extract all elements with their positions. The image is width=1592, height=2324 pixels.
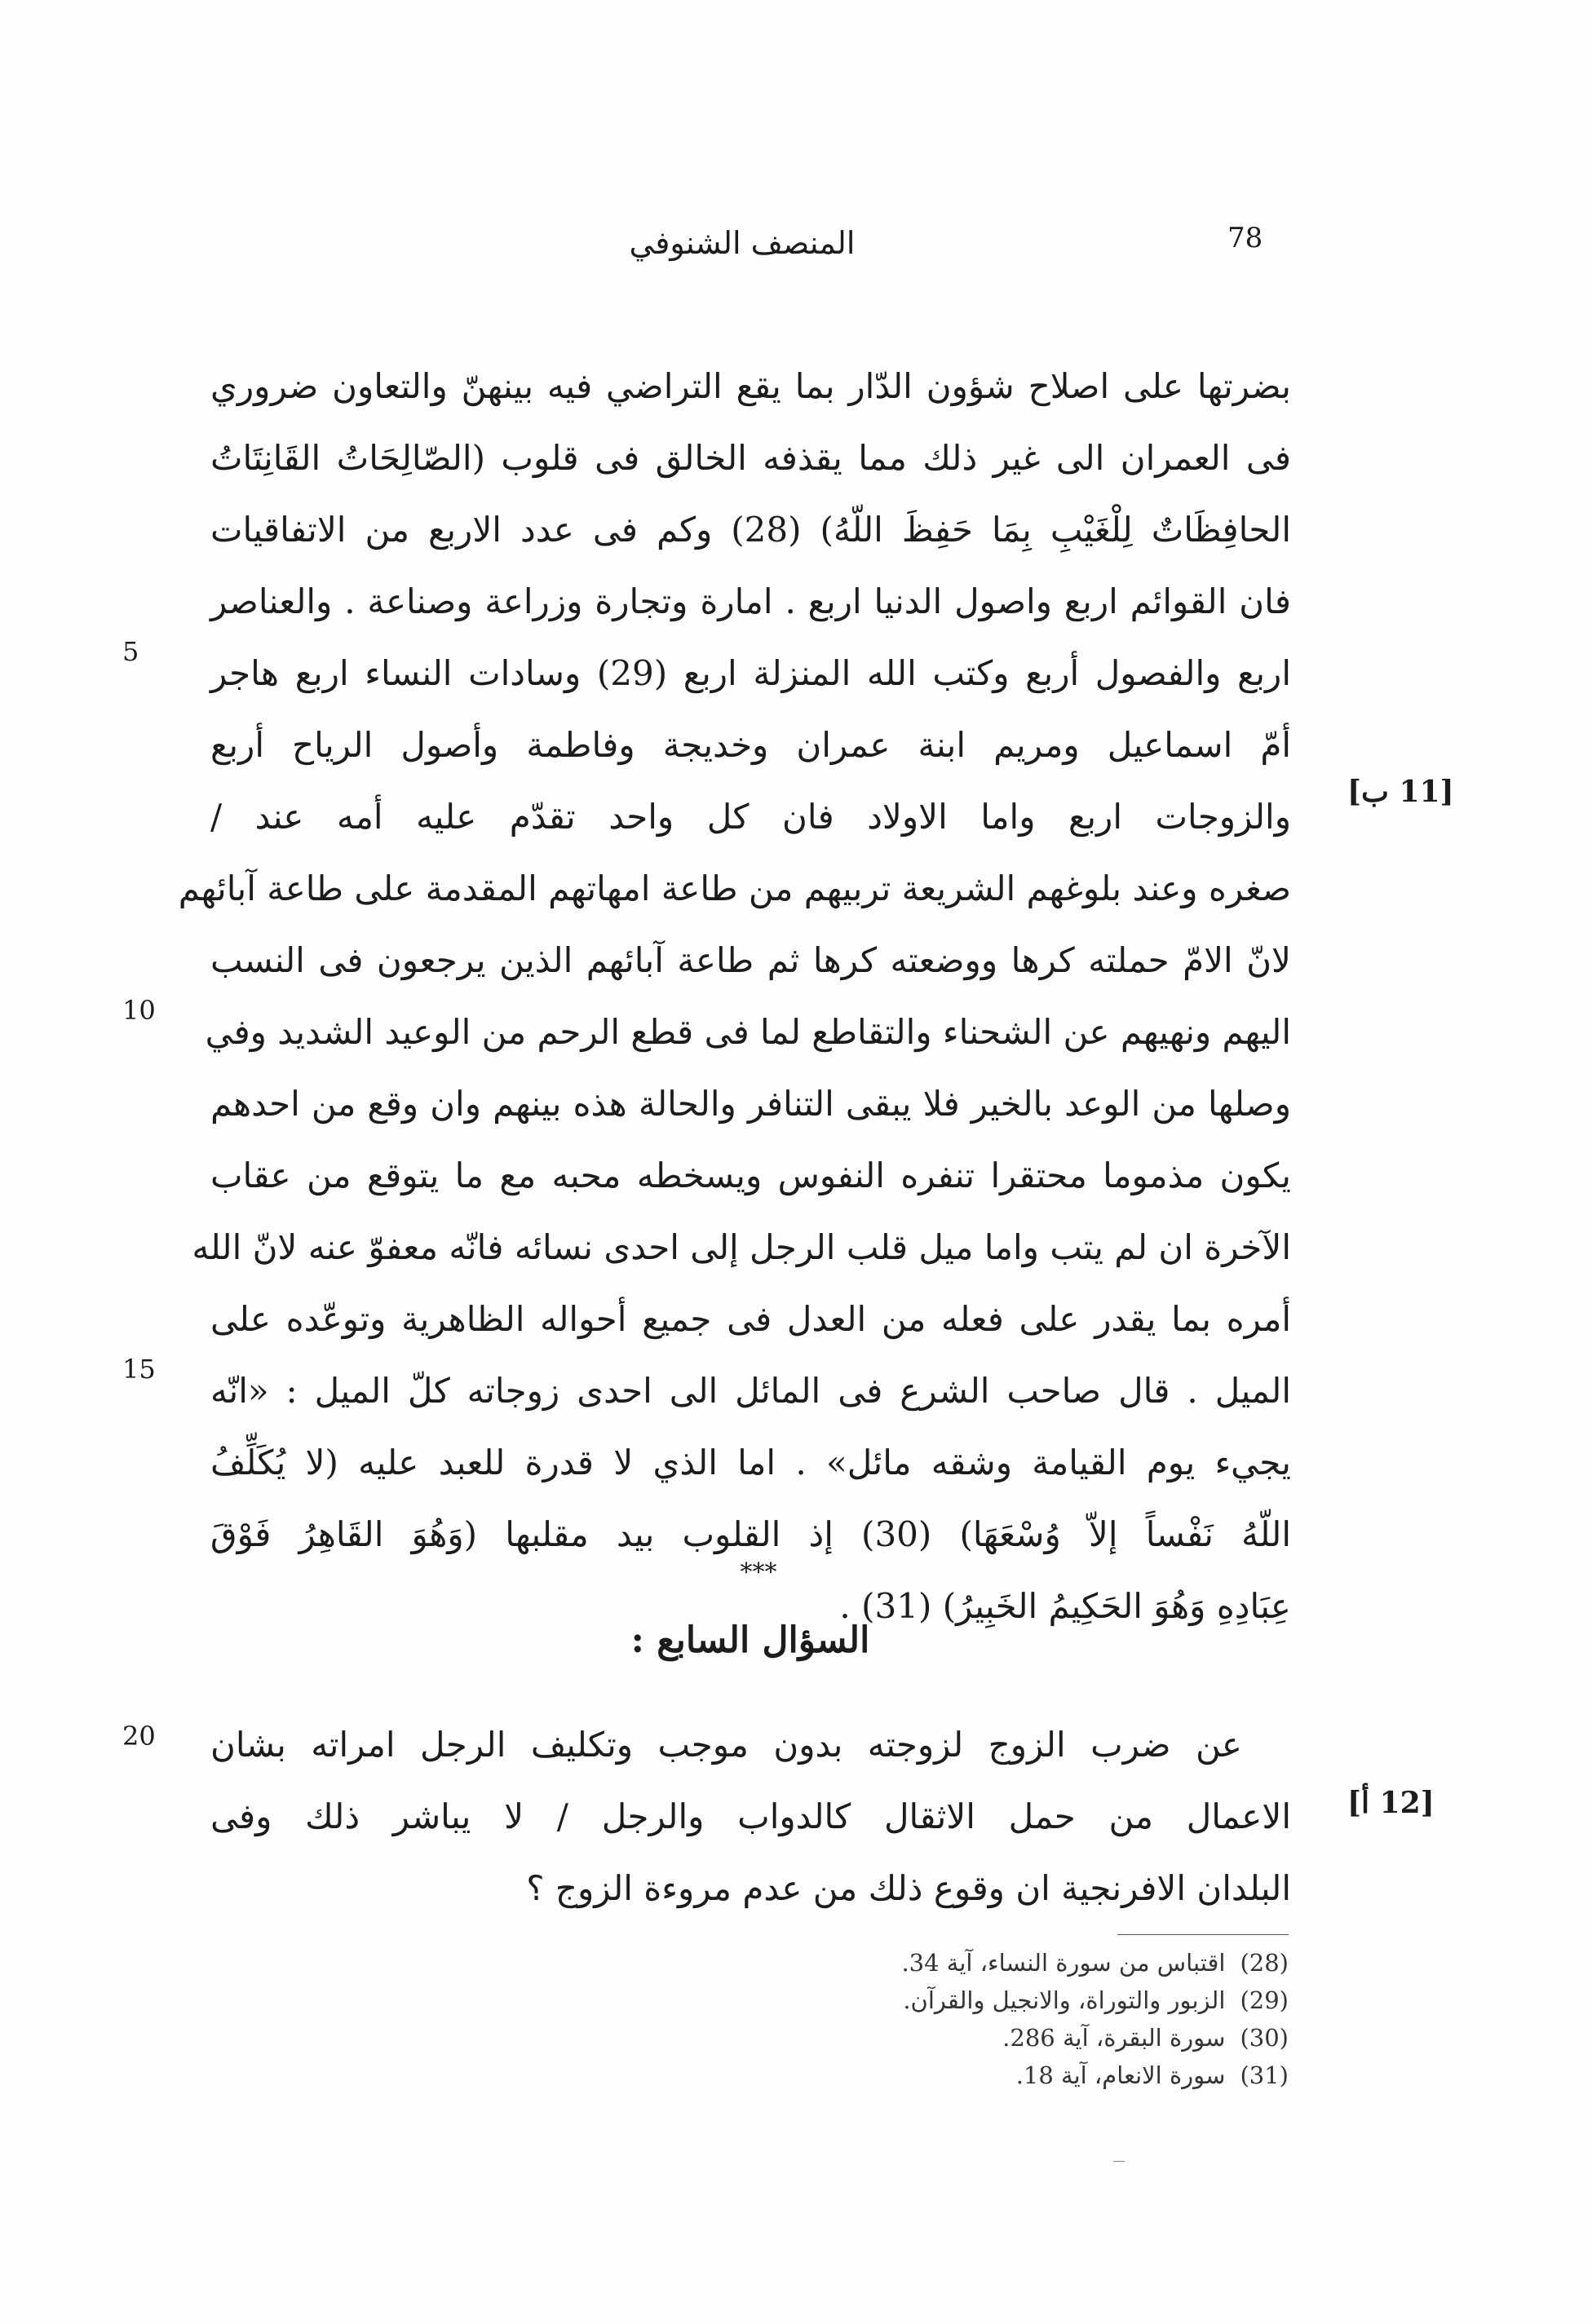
footnote-text: الزبور والتوراة، والانجيل والقرآن. — [903, 1986, 1226, 2014]
body-line: صغره وعند بلوغهم الشريعة تربيهم من طاعة امهاتهم المقدمة على طاعة آبائهم — [178, 868, 1291, 908]
footnotes — [816, 1944, 1289, 2094]
question-line: عن ضرب الزوج لزوجته بدون موجب وتكليف الرجل امراته بشان — [210, 1725, 1242, 1765]
footnote-rule — [1117, 1934, 1289, 1935]
body-text — [178, 351, 1291, 1642]
body-line: عِبَادِهِ وَهُوَ الحَكِيمُ الخَبِيرُ) (31) . — [839, 1586, 1291, 1626]
body-line: أمره بما يقدر على فعله من العدل فى جميع أحواله الظاهرية وتوعّده على — [210, 1299, 1291, 1339]
body-line: الميل . قال صاحب الشرع فى المائل الى احدى زوجاته كلّ الميل : «انّه — [210, 1371, 1291, 1411]
page-number: 78 — [1227, 222, 1263, 254]
body-line: الحافِظَاتٌ لِلْغَيْبِ بِمَا حَفِظَ اللّهُ) (28) وكم فى عدد الاربع من الاتفاقيات — [210, 510, 1291, 550]
body-line: الآخرة ان لم يتب واما ميل قلب الرجل إلى احدى نسائه فانّه معفوّ عنه لانّ الله — [192, 1227, 1291, 1267]
body-line: اللّهُ نَفْساً إلاّ وُسْعَهَا) (30) إذ القلوب بيد مقلبها (وَهُوَ القَاهِرُ فَوْقَ — [210, 1514, 1291, 1554]
body-line: لانّ الامّ حملته كرها ووضعته كرها ثم طاعة آبائهم الذين يرجعون فى النسب — [210, 940, 1291, 980]
body-line: وصلها من الوعد بالخير فلا يبقى التنافر والحالة هذه بينهم وان وقع من احدهم — [210, 1084, 1291, 1124]
body-line: يجيء يوم القيامة وشقه مائل» . اما الذي لا قدرة للعبد عليه (لا يُكَلِّفُ — [210, 1443, 1291, 1482]
body-line: اليهم ونهيهم عن الشحناء والتقاطع لما فى قطع الرحم من الوعيد الشديد وفي — [205, 1012, 1291, 1052]
footnote — [816, 2019, 1289, 2057]
folio-marker: [12 أ] — [1347, 1786, 1435, 1820]
line-number: 15 — [122, 1354, 156, 1385]
body-line: فى العمران الى غير ذلك مما يقذفه الخالق فى قلوب (الصّالِحَاتُ القَانِتَاتُ — [210, 438, 1291, 478]
page-mark — [1113, 2161, 1125, 2162]
footnote — [816, 1944, 1289, 1982]
footnote — [816, 2057, 1289, 2094]
footnote-number: (29) — [1240, 1986, 1289, 2014]
footnote-number: (28) — [1240, 1949, 1289, 1977]
footnote-text: اقتباس من سورة النساء، آية 34. — [901, 1949, 1226, 1977]
line-number: 10 — [122, 995, 156, 1026]
line-number: 20 — [122, 1721, 156, 1752]
body-line: أمّ اسماعيل ومريم ابنة عمران وخديجة وفاطمة وأصول الرياح أربع — [210, 725, 1291, 765]
running-title: المنصف الشنوفي — [629, 225, 856, 261]
question-line: الاعمال من حمل الاثقال كالدواب والرجل / لا يباشر ذلك وفى — [210, 1796, 1291, 1836]
footnote-number: (31) — [1240, 2061, 1289, 2089]
body-line: والزوجات اربع واما الاولاد فان كل واحد تقدّم عليه أمه عند / — [210, 797, 1291, 837]
footnote-number: (30) — [1240, 2024, 1289, 2052]
question-text — [210, 1709, 1291, 1924]
footnote — [816, 1982, 1289, 2019]
question-line: البلدان الافرنجية ان وقوع ذلك من عدم مروءة الزوج ؟ — [526, 1868, 1291, 1908]
body-line: اربع والفصول أربع وكتب الله المنزلة اربع (29) وسادات النساء اربع هاجر — [210, 653, 1291, 693]
body-line: فان القوائم اربع واصول الدنيا اربع . امارة وتجارة وزراعة وصناعة . والعناصر — [210, 581, 1291, 621]
body-line: يكون مذموما محتقرا تنفره النفوس ويسخطه محبه مع ما يتوقع من عقاب — [210, 1155, 1291, 1195]
section-separator: *** — [740, 1558, 777, 1587]
body-line: بضرتها على اصلاح شؤون الدّار بما يقع التراضي فيه بينهنّ والتعاون ضروري — [210, 366, 1291, 406]
footnote-text: سورة الانعام، آية 18. — [1015, 2061, 1226, 2089]
folio-marker: [11 ب] — [1347, 775, 1454, 809]
footnote-text: سورة البقرة، آية 286. — [1002, 2024, 1226, 2052]
line-number: 5 — [122, 636, 139, 667]
section-heading: السؤال السابع : — [630, 1619, 870, 1661]
